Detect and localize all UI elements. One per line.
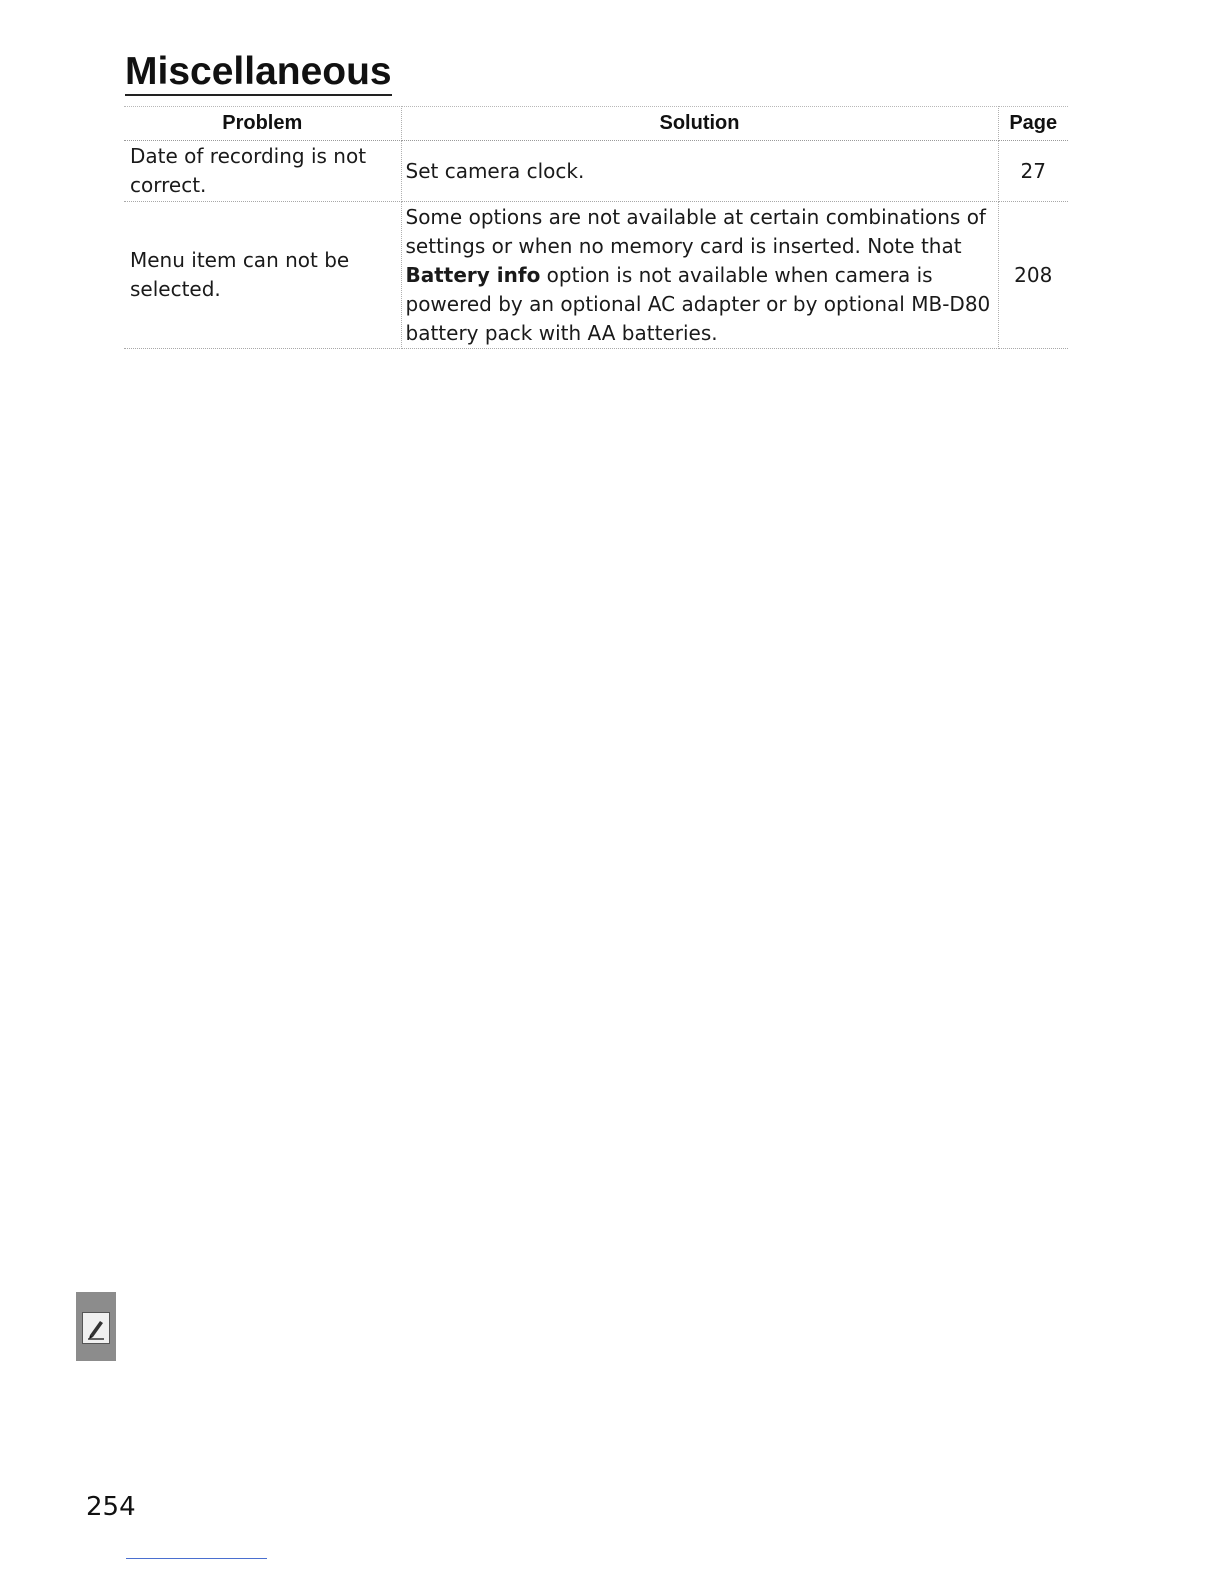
- header-problem: Problem: [124, 107, 401, 141]
- footer-divider: [126, 1558, 267, 1559]
- pencil-icon: [82, 1312, 110, 1344]
- section-title: Miscellaneous: [125, 50, 392, 96]
- table-row: [124, 202, 1068, 349]
- table-row: [124, 141, 1068, 202]
- page-reference[interactable]: 208: [998, 202, 1068, 349]
- solution-cell: Set camera clock.: [401, 141, 998, 202]
- section-side-tab[interactable]: [76, 1292, 116, 1361]
- solution-cell: [401, 202, 998, 349]
- solution-text: Some options are not available at certain combinations of settings or when no memory card is inserted. Note that: [405, 204, 986, 258]
- table-header-row: [124, 107, 1068, 141]
- problem-cell: Date of recording is not correct.: [124, 141, 401, 202]
- troubleshooting-table: [124, 106, 1068, 349]
- menu-option-name: Battery info: [405, 262, 541, 287]
- page-reference[interactable]: 27: [998, 141, 1068, 202]
- solution-text: option is not available when camera is powered by an optional AC adapter or by optional MB-D80 battery pack with AA batteries.: [405, 262, 991, 345]
- header-page: Page: [998, 107, 1068, 141]
- problem-cell: Menu item can not be selected.: [124, 202, 401, 349]
- page-number: 254: [86, 1492, 136, 1522]
- header-solution: Solution: [401, 107, 998, 141]
